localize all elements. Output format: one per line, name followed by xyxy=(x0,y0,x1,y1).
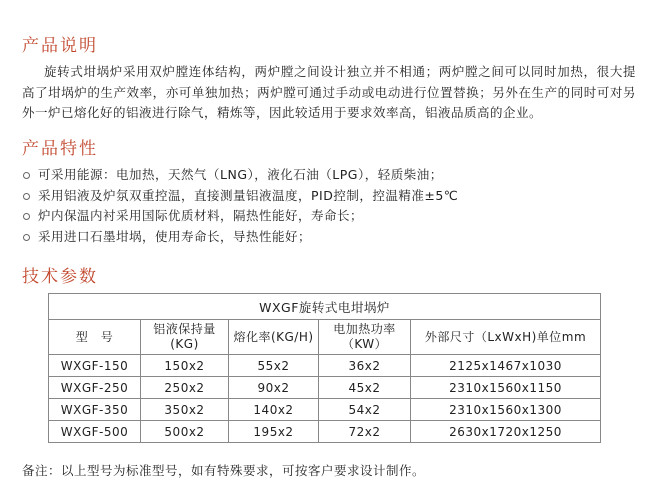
description-text: 旋转式坩埚炉采用双炉膛连体结构，两炉膛之间设计独立并不相通；两炉膛之间可以同时加热，很大提高了坩埚炉的生产效率，亦可单独加热；两炉膛可通过手动或电动进行位置替换；另外在生产的同时可对另外一炉已熔化好的铝液进行除气，精炼等，因此较适用于要求效率高，铝液品质高的企业。 xyxy=(22,64,636,120)
cell-dimensions: 2630x1720x1250 xyxy=(411,421,601,443)
header-power: 电加热功率（KW） xyxy=(319,320,411,355)
table-caption: WXGF旋转式电坩埚炉 xyxy=(49,294,601,320)
feature-text: 采用铝液及炉氛双重控温，直接测量铝液温度，PID控制，控温精准±5℃ xyxy=(38,187,459,203)
bullet-circle-icon xyxy=(23,234,30,241)
cell-power: 36x2 xyxy=(319,355,411,377)
table-header-row xyxy=(49,320,601,355)
cell-melt-rate: 195x2 xyxy=(229,421,319,443)
header-capacity: 铝液保持量(KG) xyxy=(141,320,229,355)
bullet-circle-icon xyxy=(23,172,30,179)
cell-model: WXGF-250 xyxy=(49,377,141,399)
table-row xyxy=(49,377,601,399)
feature-text: 可采用能源：电加热，天然气（LNG），液化石油（LPG），轻质柴油； xyxy=(38,167,443,182)
cell-dimensions: 2310x1560x1150 xyxy=(411,377,601,399)
cell-model: WXGF-150 xyxy=(49,355,141,377)
cell-power: 72x2 xyxy=(319,421,411,443)
specs-title: 技术参数 xyxy=(22,267,98,287)
table-caption-row xyxy=(49,294,601,320)
feature-item xyxy=(22,227,458,248)
cell-model: WXGF-500 xyxy=(49,421,141,443)
cell-dimensions: 2125x1467x1030 xyxy=(411,355,601,377)
cell-capacity: 350x2 xyxy=(141,399,229,421)
cell-power: 54x2 xyxy=(319,399,411,421)
feature-item xyxy=(22,186,458,207)
cell-model: WXGF-350 xyxy=(49,399,141,421)
table-row xyxy=(49,399,601,421)
table-row xyxy=(49,355,601,377)
features-title: 产品特性 xyxy=(22,139,98,159)
header-dimensions: 外部尺寸（LxWxH)单位mm xyxy=(411,320,601,355)
header-model: 型 号 xyxy=(49,320,141,355)
footnote: 备注：以上型号为标准型号，如有特殊要求，可按客户要求设计制作。 xyxy=(22,463,426,478)
bullet-circle-icon xyxy=(23,193,30,200)
bullet-circle-icon xyxy=(23,213,30,220)
spec-table xyxy=(48,293,601,443)
cell-melt-rate: 140x2 xyxy=(229,399,319,421)
cell-dimensions: 2310x1560x1300 xyxy=(411,399,601,421)
feature-text: 采用进口石墨坩埚，使用寿命长，导热性能好； xyxy=(38,228,312,244)
header-melt-rate: 熔化率(KG/H) xyxy=(229,320,319,355)
description-title: 产品说明 xyxy=(22,36,98,56)
cell-melt-rate: 90x2 xyxy=(229,377,319,399)
cell-capacity: 150x2 xyxy=(141,355,229,377)
feature-text: 炉内保温内衬采用国际优质材料，隔热性能好，寿命长； xyxy=(38,208,364,223)
cell-power: 45x2 xyxy=(319,377,411,399)
features-list xyxy=(22,165,458,247)
cell-melt-rate: 55x2 xyxy=(229,355,319,377)
feature-item xyxy=(22,206,458,227)
cell-capacity: 500x2 xyxy=(141,421,229,443)
cell-capacity: 250x2 xyxy=(141,377,229,399)
table-row xyxy=(49,421,601,443)
feature-item xyxy=(22,165,458,186)
